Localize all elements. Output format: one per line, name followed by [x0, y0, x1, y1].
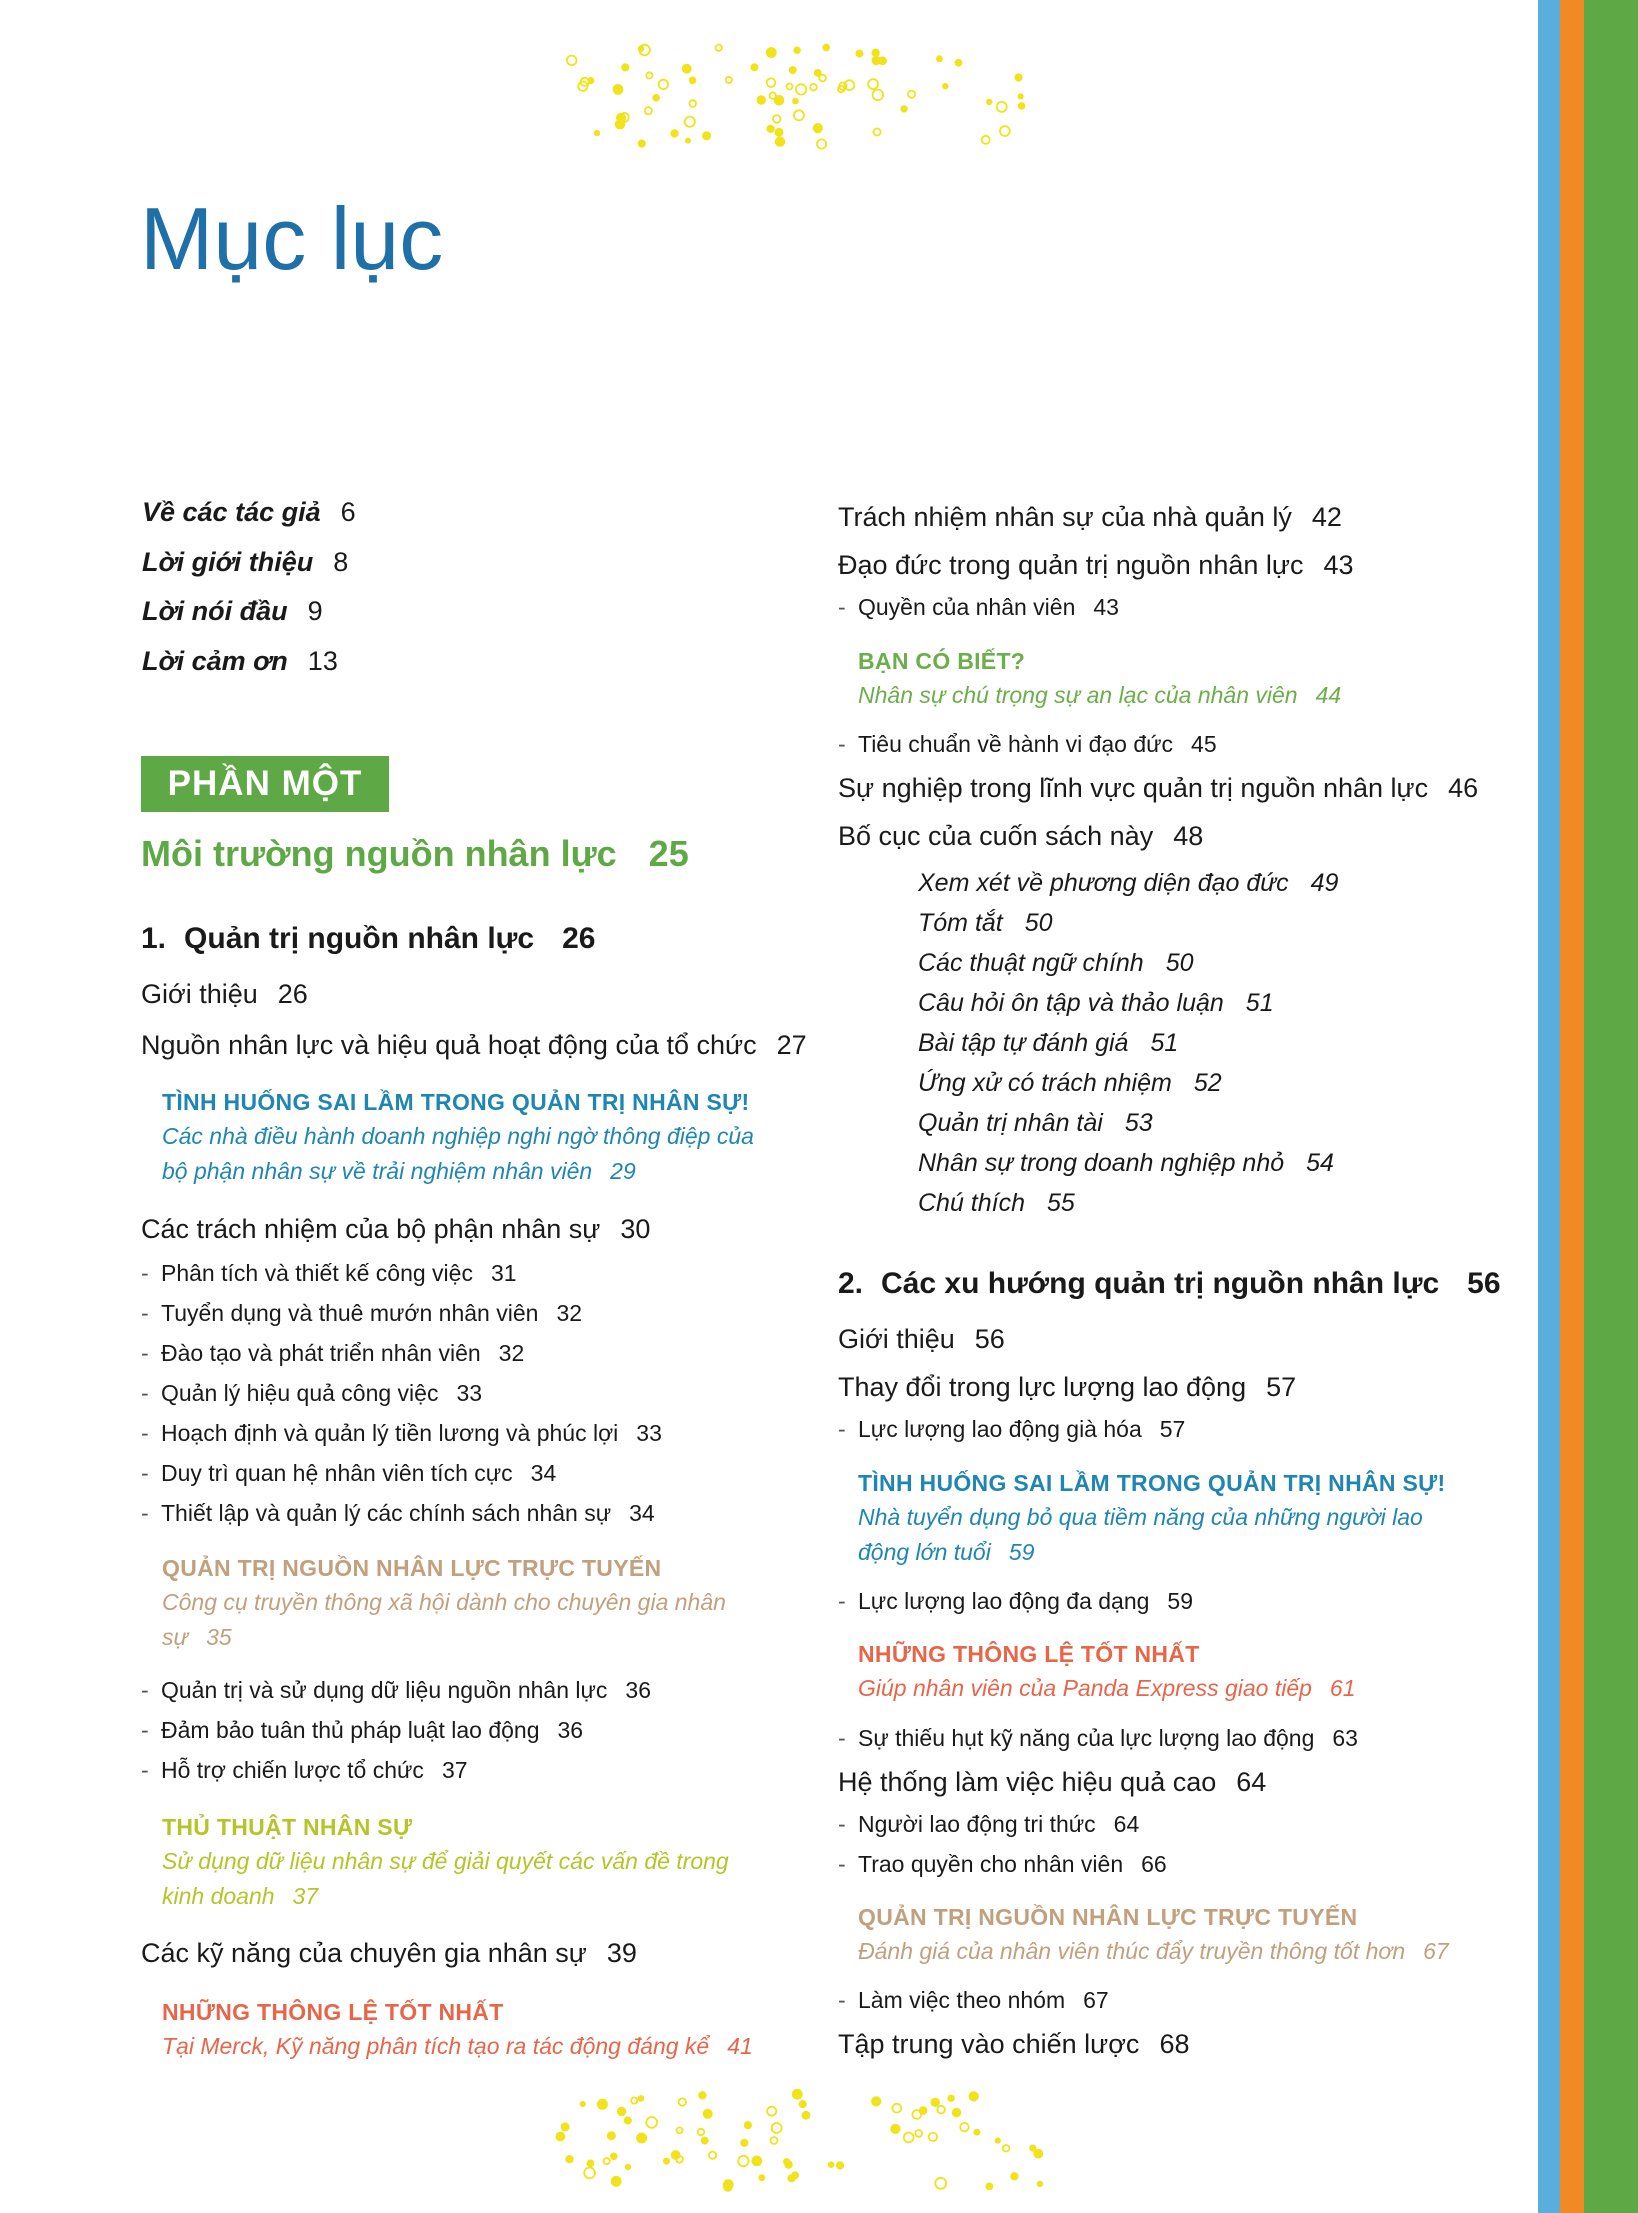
feature-box-text: Nhà tuyển dụng bỏ qua tiềm năng của những người lao	[858, 1504, 1423, 1530]
toc-section[interactable]: Các kỹ năng của chuyên gia nhân sự 39	[141, 1938, 637, 1968]
toc-subsection[interactable]: - Duy trì quan hệ nhân viên tích cực 34	[141, 1460, 557, 1486]
feature-box-heading: TÌNH HUỐNG SAI LẦM TRONG QUẢN TRỊ NHÂN SỰ!	[162, 1089, 750, 1115]
decorative-dot	[871, 49, 879, 57]
decorative-dot	[856, 50, 864, 58]
decorative-dot	[636, 2133, 647, 2144]
decorative-dot	[638, 2095, 645, 2102]
feature-box-text: sự 35	[162, 1624, 232, 1650]
toc-subsection[interactable]: - Thiết lập và quản lý các chính sách nhân sự 34	[141, 1500, 655, 1526]
part-badge: PHẦN MỘT	[141, 756, 389, 812]
toc-section[interactable]: Thay đổi trong lực lượng lao động 57	[838, 1372, 1297, 1402]
decorative-dot	[677, 2127, 683, 2133]
decorative-dot	[701, 2137, 709, 2145]
decorative-dot	[985, 2183, 993, 2191]
toc-subsection[interactable]: - Phân tích và thiết kế công việc 31	[141, 1260, 517, 1286]
decorative-dot	[621, 63, 629, 71]
toc-subsection[interactable]: - Quản lý hiệu quả công việc 33	[141, 1380, 483, 1406]
decorative-dot	[792, 98, 799, 105]
feature-box-heading: NHỮNG THÔNG LỆ TỐT NHẤT	[858, 1641, 1200, 1667]
toc-section[interactable]: Bố cục của cuốn sách này 48	[838, 821, 1204, 851]
decorative-dot	[783, 2158, 790, 2165]
decorative-dot	[947, 2095, 954, 2102]
toc-section[interactable]: Các trách nhiệm của bộ phận nhân sự 30	[141, 1214, 651, 1244]
feature-box-text: Nhân sự chú trọng sự an lạc của nhân viên 44	[858, 682, 1342, 708]
decorative-dot	[799, 2100, 807, 2108]
toc-end-item[interactable]: Quản trị nhân tài 53	[918, 1109, 1153, 1137]
decorative-dot	[604, 2158, 610, 2164]
feature-box-best-practices[interactable]	[858, 1637, 1498, 1706]
toc-subsection[interactable]: - Quyền của nhân viên 43	[838, 594, 1119, 620]
toc-part-title[interactable]: Môi trường nguồn nhân lực 25	[141, 833, 689, 874]
decorative-dot	[997, 102, 1007, 112]
decorative-dot	[872, 56, 881, 65]
decorative-dot	[982, 136, 990, 144]
decorative-dot	[607, 2131, 616, 2140]
side-stripe-green	[1584, 0, 1638, 2213]
decorative-dot	[740, 2139, 748, 2147]
toc-section[interactable]: Sự nghiệp trong lĩnh vực quản trị nguồn nhân lực 46	[838, 773, 1479, 803]
decorative-dot	[789, 66, 797, 74]
decorative-dot	[772, 2123, 782, 2133]
feature-box-text: kinh doanh 37	[162, 1883, 319, 1909]
decorative-dot	[955, 59, 963, 67]
decorative-dot	[757, 95, 766, 104]
decorative-dot	[1000, 126, 1010, 136]
feature-box-heading: QUẢN TRỊ NGUỒN NHÂN LỰC TRỰC TUYẾN	[858, 1904, 1358, 1930]
decorative-dot	[810, 84, 817, 91]
decorative-dot	[679, 2098, 686, 2105]
decorative-dot	[698, 2091, 706, 2099]
feature-box-heading: THỦ THUẬT NHÂN SỰ	[162, 1814, 413, 1840]
toc-subsection[interactable]: - Tuyển dụng và thuê mướn nhân viên 32	[141, 1300, 583, 1326]
decorative-dot	[771, 2137, 778, 2144]
decorative-dot	[767, 2107, 776, 2116]
toc-subsection[interactable]: - Quản trị và sử dụng dữ liệu nguồn nhân lực 36	[141, 1677, 652, 1703]
decorative-dot	[613, 84, 624, 95]
decorative-dot	[929, 2133, 937, 2141]
decorative-dot	[670, 129, 678, 137]
decorative-dot	[556, 2132, 566, 2142]
toc-end-item[interactable]: Ứng xử có trách nhiệm 52	[918, 1069, 1222, 1097]
decorative-dot	[646, 72, 652, 78]
decorative-dot	[744, 2121, 752, 2129]
decorative-dot	[698, 2129, 704, 2135]
decorative-dot	[892, 2104, 901, 2113]
decorative-dot	[625, 2164, 631, 2170]
toc-section[interactable]: Đạo đức trong quản trị nguồn nhân lực 43	[838, 550, 1354, 580]
decorative-dot	[904, 2133, 914, 2143]
decorative-dot	[873, 90, 884, 101]
decorative-dot	[709, 2152, 716, 2159]
decorative-dot	[817, 139, 826, 148]
toc-section[interactable]: Trách nhiệm nhân sự của nhà quản lý 42	[838, 502, 1342, 532]
decorative-dot	[1014, 73, 1022, 81]
decorative-dot	[689, 77, 697, 85]
decorative-dot	[773, 115, 781, 123]
decorative-dot	[663, 2158, 670, 2165]
decorative-dot	[689, 100, 696, 107]
decorative-dot	[796, 84, 806, 94]
decorative-dot	[1003, 2145, 1010, 2152]
decorative-dot	[767, 78, 776, 87]
feature-box-text: Tại Merck, Kỹ năng phân tích tạo ra tác động đáng kể 41	[162, 2033, 753, 2059]
decorative-dot	[1018, 93, 1024, 99]
decorative-dot	[774, 95, 785, 106]
decorative-dots-bottom	[555, 2085, 1045, 2195]
toc-subsection[interactable]: - Người lao động tri thức 64	[838, 1811, 1140, 1837]
feature-box-text: Giúp nhân viên của Panda Express giao tiếp 61	[858, 1675, 1356, 1701]
decorative-dot	[597, 2099, 608, 2110]
toc-chapter-1[interactable]: 1. Quản trị nguồn nhân lực 26	[141, 922, 596, 955]
toc-section[interactable]: Giới thiệu 56	[838, 1324, 1005, 1354]
decorative-dot	[973, 2129, 980, 2136]
decorative-dot	[942, 83, 948, 89]
decorative-dot	[750, 63, 758, 71]
feature-box-hr-mistake[interactable]	[858, 1466, 1498, 1570]
decorative-dot	[995, 2138, 1001, 2144]
toc-subsection[interactable]: - Tiêu chuẩn về hành vi đạo đức 45	[838, 731, 1217, 757]
decorative-dot	[685, 117, 695, 127]
toc-end-item[interactable]: Tóm tắt 50	[918, 909, 1053, 937]
feature-box-heading: BẠN CÓ BIẾT?	[858, 648, 1026, 674]
feature-box-did-you-know[interactable]	[858, 644, 1498, 713]
decorative-dot	[738, 2156, 748, 2166]
decorative-dot	[587, 2160, 595, 2168]
decorative-dot	[986, 99, 992, 105]
feature-box-text: Công cụ truyền thông xã hội dành cho chuyên gia nhân	[162, 1589, 726, 1615]
decorative-dot	[802, 2111, 811, 2120]
decorative-dot	[900, 105, 907, 112]
decorative-dot	[1018, 102, 1026, 110]
toc-section[interactable]: Hệ thống làm việc hiệu quả cao 64	[838, 1767, 1267, 1797]
decorative-dot	[793, 47, 800, 54]
decorative-dot	[726, 77, 732, 83]
decorative-dot	[787, 84, 793, 90]
feature-box-best-practices[interactable]	[162, 1995, 802, 2064]
decorative-dot	[638, 46, 644, 52]
toc-chapter-2[interactable]: 2. Các xu hướng quản trị nguồn nhân lực 56	[838, 1267, 1501, 1300]
decorative-dot	[646, 2117, 657, 2128]
toc-section[interactable]: Nguồn nhân lực và hiệu quả hoạt động của tổ chức 27	[141, 1030, 807, 1060]
decorative-dot	[767, 125, 775, 133]
toc-section[interactable]: Giới thiệu 26	[141, 979, 308, 1009]
decorative-dot	[969, 2091, 979, 2101]
toc-subsection[interactable]: - Lực lượng lao động già hóa 57	[838, 1416, 1186, 1442]
decorative-dot	[935, 2178, 946, 2189]
decorative-dot	[610, 2153, 618, 2161]
decorative-dot	[868, 79, 878, 89]
decorative-dot	[937, 2106, 945, 2114]
toc-subsection[interactable]: - Làm việc theo nhóm 67	[838, 1987, 1109, 2013]
decorative-dot	[758, 2174, 765, 2181]
decorative-dot	[908, 91, 915, 98]
toc-end-item[interactable]: Bài tập tự đánh giá 51	[918, 1029, 1179, 1057]
feature-box-heading: NHỮNG THÔNG LỆ TỐT NHẤT	[162, 1999, 504, 2025]
toc-entry-front-matter[interactable]: Lời nói đầu 9	[142, 596, 323, 626]
decorative-dot	[794, 110, 804, 120]
decorative-dot	[766, 47, 777, 58]
toc-subsection[interactable]: - Lực lượng lao động đa dạng 59	[838, 1588, 1194, 1614]
toc-subsection[interactable]: - Trao quyền cho nhân viên 66	[838, 1851, 1167, 1877]
feature-box-text: bộ phận nhân sự về trải nghiệm nhân viên 29	[162, 1158, 636, 1184]
decorative-dot	[871, 2096, 881, 2106]
decorative-dot	[652, 94, 660, 102]
decorative-dot	[617, 2107, 626, 2116]
decorative-dot	[561, 2122, 570, 2131]
decorative-dot	[580, 2101, 586, 2107]
toc-entry-front-matter[interactable]: Lời giới thiệu 8	[142, 547, 349, 577]
decorative-dot	[751, 2156, 762, 2167]
feature-box-hr-mistake[interactable]	[162, 1085, 802, 1189]
decorative-dot	[565, 2155, 573, 2163]
decorative-dot	[822, 44, 830, 52]
decorative-dot	[631, 2098, 637, 2104]
decorative-dot	[814, 69, 822, 77]
feature-box-text: động lớn tuổi 59	[858, 1539, 1035, 1565]
decorative-dot	[1010, 2172, 1018, 2180]
toc-subsection[interactable]: - Đảm bảo tuân thủ pháp luật lao động 36	[141, 1717, 584, 1743]
feature-box-heading: TÌNH HUỐNG SAI LẦM TRONG QUẢN TRỊ NHÂN SỰ!	[858, 1470, 1446, 1496]
decorative-dot	[915, 2130, 922, 2137]
feature-box-hr-online[interactable]	[162, 1551, 802, 1655]
decorative-dot	[836, 2161, 844, 2169]
toc-end-item[interactable]: Chú thích 55	[918, 1189, 1075, 1217]
decorative-dot	[685, 138, 691, 144]
decorative-dot	[567, 56, 577, 66]
decorative-dot	[594, 130, 600, 136]
toc-section[interactable]: Tập trung vào chiến lược 68	[838, 2029, 1190, 2059]
decorative-dot	[775, 128, 784, 137]
decorative-dot	[813, 123, 823, 133]
decorative-dot	[890, 2124, 900, 2134]
toc-end-item[interactable]: Câu hỏi ôn tập và thảo luận 51	[918, 989, 1274, 1017]
side-stripe-blue	[1538, 0, 1560, 2213]
toc-end-item[interactable]: Nhân sự trong doanh nghiệp nhỏ 54	[918, 1149, 1334, 1177]
decorative-dot	[936, 55, 943, 62]
decorative-dot	[960, 2123, 968, 2131]
decorative-dot	[645, 107, 652, 114]
decorative-dot	[792, 2089, 803, 2100]
decorative-dot	[1037, 2181, 1043, 2187]
toc-subsection[interactable]: - Đào tạo và phát triển nhân viên 32	[141, 1340, 525, 1366]
feature-box-heading: QUẢN TRỊ NGUỒN NHÂN LỰC TRỰC TUYẾN	[162, 1555, 662, 1581]
decorative-dot	[624, 2116, 632, 2124]
decorative-dot	[952, 2108, 961, 2117]
toc-entry-front-matter[interactable]: Về các tác giả 6	[142, 497, 356, 527]
decorative-dot	[919, 2106, 928, 2115]
toc-end-item[interactable]: Các thuật ngữ chính 50	[918, 949, 1194, 977]
toc-entry-front-matter[interactable]: Lời cảm ơn 13	[142, 646, 338, 676]
feature-box-text: Các nhà điều hành doanh nghiệp nghi ngờ thông điệp của	[162, 1123, 754, 1149]
decorative-dot	[723, 2182, 733, 2192]
decorative-dot	[702, 131, 711, 140]
toc-subsection[interactable]: - Hỗ trợ chiến lược tổ chức 37	[141, 1757, 468, 1783]
page-title: Mục lục	[140, 189, 444, 288]
decorative-dot	[638, 140, 646, 148]
decorative-dots-top	[555, 40, 1045, 150]
decorative-dot	[828, 2161, 835, 2168]
decorative-dot	[716, 45, 722, 51]
toc-end-item[interactable]: Xem xét về phương diện đạo đức 49	[918, 869, 1339, 897]
toc-subsection[interactable]: - Hoạch định và quản lý tiền lương và phúc lợi 33	[141, 1420, 662, 1446]
feature-box-hr-tips[interactable]	[162, 1810, 802, 1914]
decorative-dot	[873, 128, 880, 135]
feature-box-hr-online[interactable]	[858, 1900, 1498, 1969]
decorative-dot	[787, 2174, 795, 2182]
decorative-dot	[931, 2098, 940, 2107]
feature-box-text: Đánh giá của nhân viên thúc đẩy truyền thông tốt hơn 67	[858, 1938, 1449, 1964]
decorative-dot	[1033, 2149, 1043, 2159]
decorative-dot	[703, 2109, 713, 2119]
toc-subsection[interactable]: - Sự thiếu hụt kỹ năng của lực lượng lao động 63	[838, 1725, 1358, 1751]
decorative-dot	[584, 2168, 595, 2179]
feature-box-text: Sử dụng dữ liệu nhân sự để giải quyết các vấn đề trong	[162, 1848, 729, 1874]
decorative-dot	[611, 2176, 622, 2187]
decorative-dot	[682, 64, 692, 74]
side-stripe-orange	[1560, 0, 1584, 2213]
decorative-dot	[659, 80, 668, 89]
decorative-dot	[775, 137, 785, 147]
